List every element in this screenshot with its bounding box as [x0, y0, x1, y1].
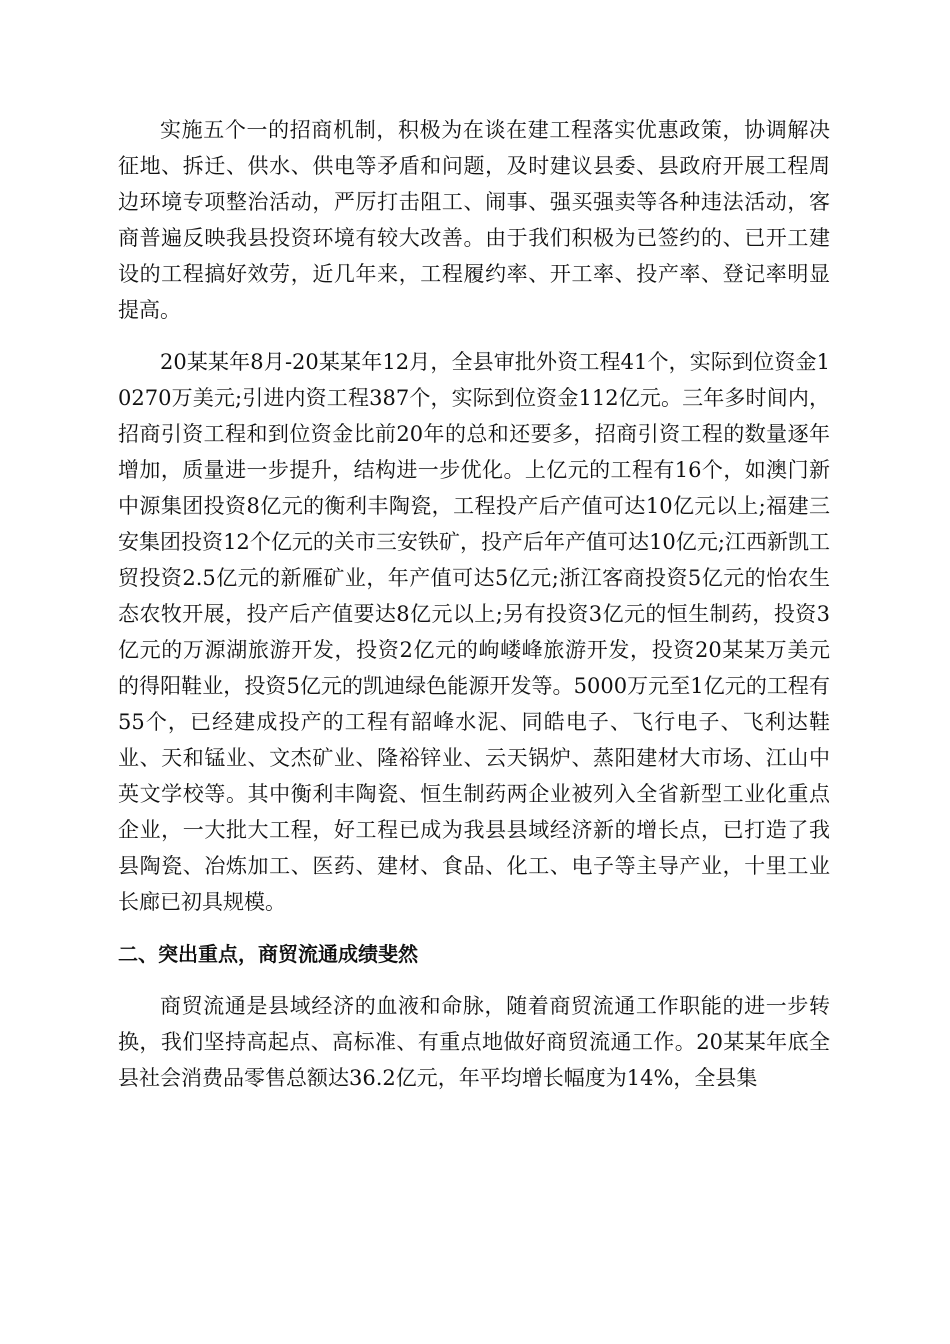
section-heading: 二、突出重点，商贸流通成绩斐然 — [118, 942, 418, 966]
paragraph-investment-results: 20某某年8月-20某某年12月，全县审批外资工程41个，实际到位资金10270万美元;引进内资工程387个，实际到位资金112亿元。三年多时间内，招商引资工程和到位资金比前20年的总和还要多，招商引资工程的数量逐年增加，质量进一步提升，结构进一步优化。上亿元的工程有16个，如澳门新中源集团投资8亿元的衡利丰陶瓷，工程投产后产值可达10亿元以上;福建三安集团投资12个亿元的关市三安铁矿，投产后年产值可达10亿元;江西新凯工贸投资2.5亿元的新雁矿业，年产值可达5亿元;浙江客商投资5亿元的怡农生态农牧开展，投产后产值要达8亿元以上;另有投资3亿元的恒生制药，投资3亿元的万源湖旅游开发，投资2亿元的岣嵝峰旅游开发，投资20某某万美元的得阳鞋业，投资5亿元的凯迪绿色能源开发等。5000万元至1亿元的工程有55个，已经建成投产的工程有韶峰水泥、同皓电子、飞行电子、飞利达鞋业、天和锰业、文杰矿业、隆裕锌业、云天锅炉、蒸阳建材大市场、江山中英文学校等。其中衡利丰陶瓷、恒生制药两企业被列入全省新型工业化重点企业，一大批大工程，好工程已成为我县县域经济新的增长点，已打造了我县陶瓷、冶炼加工、医药、建材、食品、化工、电子等主导产业，十里工业长廊已初具规模。 — [118, 350, 830, 914]
paragraph-gap — [118, 972, 830, 988]
paragraph-commerce: 商贸流通是县域经济的血液和命脉，随着商贸流通工作职能的进一步转换，我们坚持高起点、高标准、有重点地做好商贸流通工作。20某某年底全县社会消费品零售总额达36.2亿元，年平均增长幅度为14%，全县集 — [118, 994, 830, 1090]
paragraph-investment-mechanism: 实施五个一的招商机制，积极为在谈在建工程落实优惠政策，协调解决征地、拆迁、供水、供电等矛盾和问题，及时建议县委、县政府开展工程周边环境专项整治活动，严厉打击阻工、闹事、强买强卖等各种违法活动，客商普遍反映我县投资环境有较大改善。由于我们积极为已签约的、已开工建设的工程搞好效劳，近几年来，工程履约率、开工率、投产率、登记率明显提高。 — [118, 118, 830, 322]
paragraph-gap — [118, 328, 830, 344]
paragraph-gap — [118, 920, 830, 936]
document-page — [118, 112, 830, 1096]
